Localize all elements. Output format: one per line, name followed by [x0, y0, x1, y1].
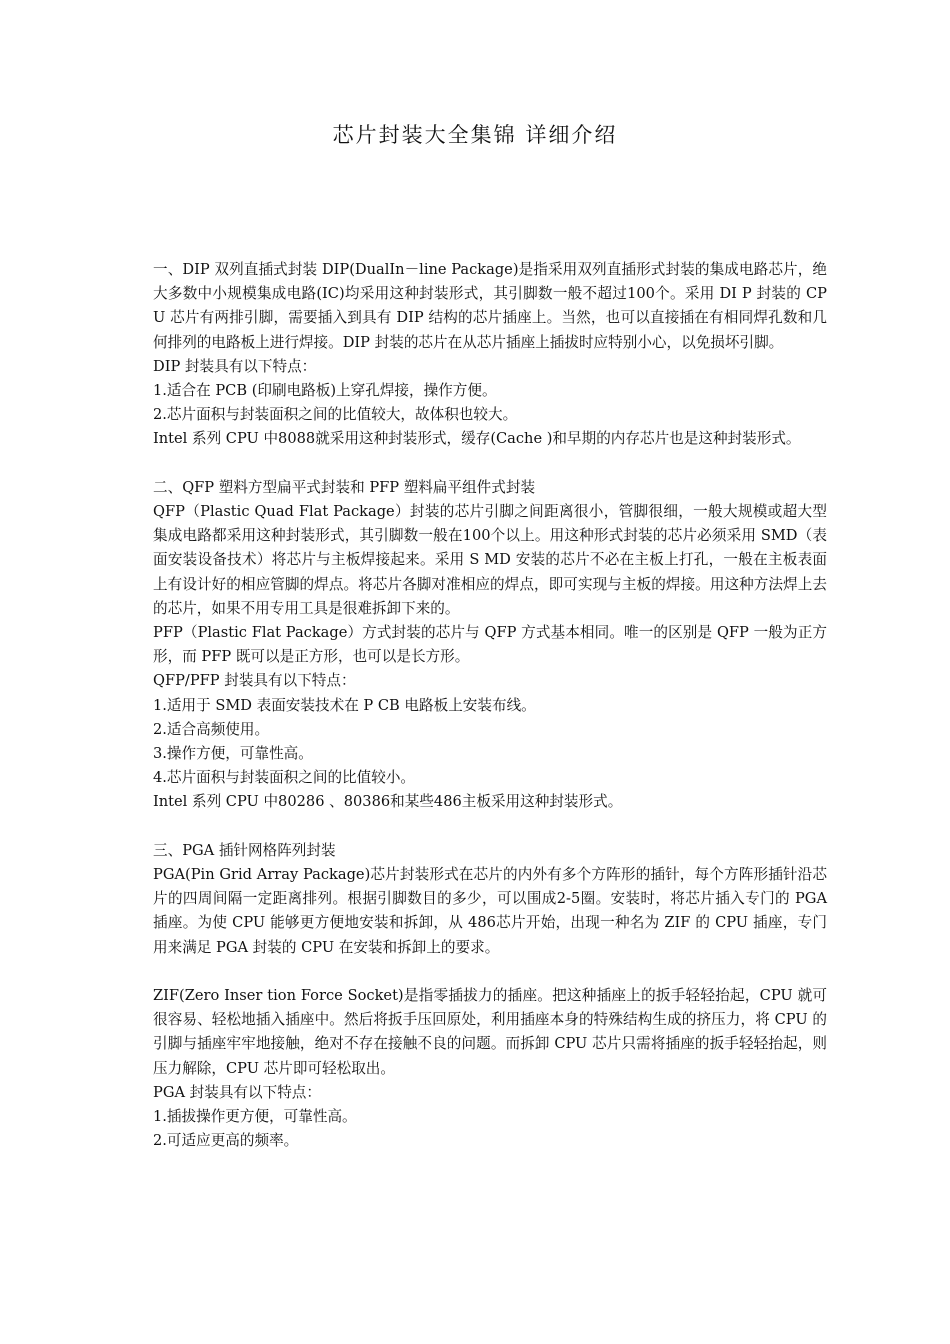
paragraph-spacer	[153, 452, 827, 476]
paragraph-dip-feature-2: 2.芯片面积与封装面积之间的比值较大，故体积也较大。	[153, 406, 518, 424]
paragraph-pfp-intro: PFP（Plastic Flat Package）方式封装的芯片与 QFP 方式基本相同。唯一的区别是 QFP 一般为正方形，而 PFP 既可以是正方形，也可以是长方形。	[153, 624, 827, 666]
paragraph-qfp-feature-4: 4.芯片面积与封装面积之间的比值较小。	[153, 769, 416, 787]
section-heading-pga: 三、PGA 插针网格阵列封装	[153, 841, 336, 859]
paragraph-qfp-feature-2: 2.适合高频使用。	[153, 720, 270, 738]
paragraph-dip-intro: 一、DIP 双列直插式封装 DIP(DualIn－line Package)是指采用双列直插形式封装的集成电路芯片，绝大多数中小规模集成电路(IC)均采用这种封装形式，其引脚数一般不超过100个。采用 DI P 封装的 CPU 芯片有两排引脚，需要插入到具有 DIP 结构的芯片插座上。当然，也可以直接插在有相同焊孔数和几何排列的电路板上进行焊接。DIP 封装的芯片在从芯片插座上插拔时应特别小心，以免损坏引脚。	[153, 261, 827, 351]
paragraph-pga-intro: PGA(Pin Grid Array Package)芯片封装形式在芯片的内外有多个方阵形的插针，每个方阵形插针沿芯片的四周间隔一定距离排列。根据引脚数目的多少，可以围成2-5圈。安装时，将芯片插入专门的 PGA 插座。为使 CPU 能够更方便地安装和拆卸，从 486芯片开始，出现一种名为 ZIF 的 CPU 插座，专门用来满足 PGA 封装的 CPU 在安装和拆卸上的要求。	[153, 866, 827, 956]
document-title: 芯片封装大全集锦 详细介绍	[332, 123, 618, 147]
paragraph-qfp-intel: Intel 系列 CPU 中80286 、80386和某些486主板采用这种封装形式。	[153, 793, 623, 811]
paragraph-pga-features-heading: PGA 封装具有以下特点：	[153, 1083, 321, 1101]
paragraph-qfp-intro: QFP（Plastic Quad Flat Package）封装的芯片引脚之间距离很小，管脚很细，一般大规模或超大型集成电路都采用这种封装形式，其引脚数一般在100个以上。用这种形式封装的芯片必须采用 SMD（表面安装设备技术）将芯片与主板焊接起来。采用 S MD 安装的芯片不必在主板上打孔，一般在主板表面上有设计好的相应管脚的焊点。将芯片各脚对准相应的焊点，即可实现与主板的焊接。用这种方法焊上去的芯片，如果不用专用工具是很难拆卸下来的。	[153, 503, 827, 617]
paragraph-dip-features-heading: DIP 封装具有以下特点：	[153, 357, 317, 375]
paragraph-dip-feature-1: 1.适合在 PCB (印刷电路板)上穿孔焊接，操作方便。	[153, 382, 497, 400]
paragraph-spacer	[153, 815, 827, 839]
paragraph-qfp-feature-3: 3.操作方便，可靠性高。	[153, 745, 313, 763]
section-heading-qfp: 二、QFP 塑料方型扁平式封装和 PFP 塑料扁平组件式封装	[153, 478, 536, 496]
paragraph-dip-intel: Intel 系列 CPU 中8088就采用这种封装形式，缓存(Cache )和早期的内存芯片也是这种封装形式。	[153, 430, 801, 448]
paragraph-qfp-features-heading: QFP/PFP 封装具有以下特点：	[153, 672, 356, 690]
paragraph-qfp-feature-1: 1.适用于 SMD 表面安装技术在 P CB 电路板上安装布线。	[153, 696, 536, 714]
document-body	[153, 258, 827, 1153]
paragraph-zif-intro: ZIF(Zero Inser tion Force Socket)是指零插拔力的插座。把这种插座上的扳手轻轻抬起，CPU 就可很容易、轻松地插入插座中。然后将扳手压回原处，利用插座本身的特殊结构生成的挤压力，将 CPU 的引脚与插座牢牢地接触，绝对不存在接触不良的问题。而拆卸 CPU 芯片只需将插座的扳手轻轻抬起，则压力解除，CPU 芯片即可轻松取出。	[153, 987, 827, 1077]
paragraph-pga-feature-1: 1.插拔操作更方便，可靠性高。	[153, 1108, 357, 1126]
paragraph-spacer	[153, 960, 827, 984]
paragraph-pga-feature-2: 2.可适应更高的频率。	[153, 1132, 299, 1150]
